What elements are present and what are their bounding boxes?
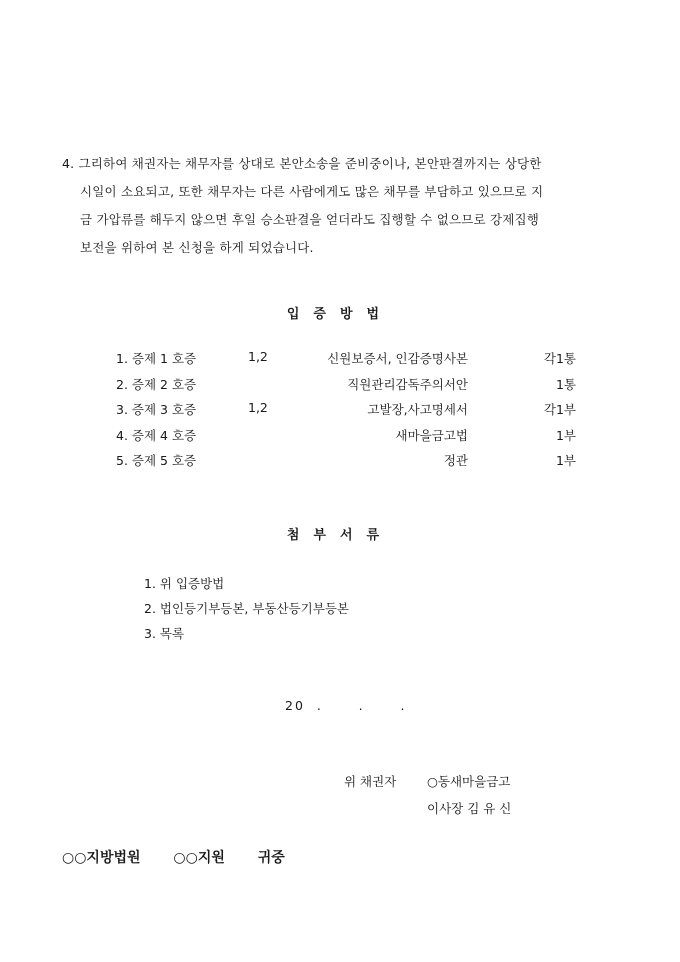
evidence-title: 직원관리감독주의서안 [347,377,468,392]
evidence-title: 새마을금고법 [395,428,468,443]
evidence-count: 각1통 [543,351,576,366]
attachments-list [144,574,349,649]
attachments-heading: 첨부서류 [286,528,394,543]
evidence-label: 2. 증제 2 호증 [116,377,197,392]
attachment-item: 3. 목록 [144,626,185,641]
evidence-title: 신원보증서, 인감증명사본 [327,351,468,366]
body-paragraph [62,150,637,262]
paragraph-line: 시일이 소요되고, 또한 채무자는 다른 사람에게도 많은 채무를 부담하고 있으므로 지 [80,184,544,199]
paragraph-line: 금 가압류를 해두지 않으면 후일 승소판결을 얻더라도 집행할 수 없으므로 강제집행 [80,212,540,227]
attachment-item: 2. 법인등기부등본, 부동산등기부등본 [144,601,349,616]
evidence-title: 정관 [443,453,468,468]
evidence-sub: 1,2 [248,349,268,364]
evidence-row [0,426,680,448]
court-district: ○○지방법원 [62,850,141,866]
paragraph-line: 보전을 위하여 본 신청을 하게 되었습니다. [80,240,314,255]
evidence-sub: 1,2 [248,400,268,415]
evidence-label: 1. 증제 1 호증 [116,351,197,366]
attachment-item: 1. 위 입증방법 [144,576,225,591]
signature-label: 위 채권자 [344,774,397,789]
creditor-name: ○동새마을금고 [427,774,511,789]
court-branch: ○○지원 [173,850,225,866]
evidence-count: 1부 [555,428,576,443]
evidence-label: 3. 증제 3 호증 [116,402,197,417]
court-addressee [62,847,313,867]
evidence-count: 1통 [555,377,576,392]
evidence-row [0,375,680,397]
evidence-count: 각1부 [543,402,576,417]
evidence-count: 1부 [555,453,576,468]
evidence-label: 4. 증제 4 호증 [116,428,197,443]
creditor-representative: 이사장 김 유 신 [427,801,512,816]
evidence-row [0,400,680,422]
filing-date: 20 . . . [285,698,407,713]
evidence-row [0,451,680,473]
evidence-row [0,349,680,371]
evidence-title: 고발장,사고명세서 [367,402,468,417]
paragraph-line: 4. 그리하여 채권자는 채무자를 상대로 본안소송을 준비중이나, 본안판결까지는 상당한 [62,156,542,171]
court-suffix: 귀중 [257,850,285,866]
evidence-label: 5. 증제 5 호증 [116,453,197,468]
evidence-heading: 입증방법 [286,307,394,322]
